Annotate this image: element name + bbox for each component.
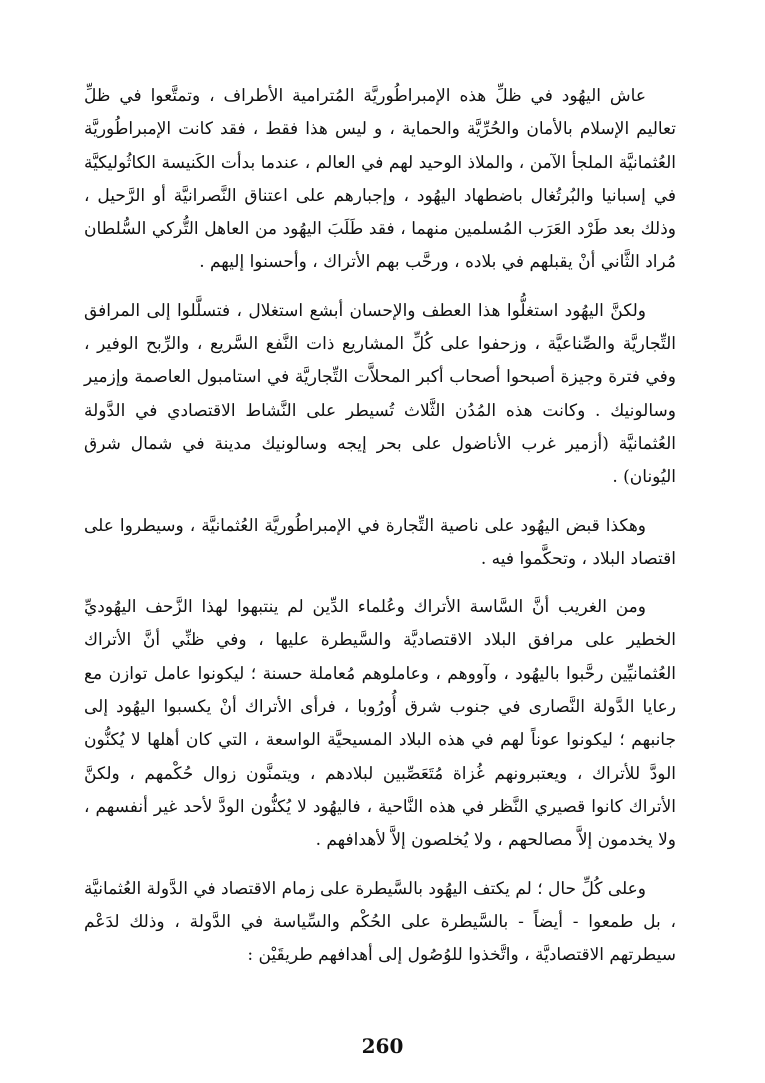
paragraph-3: وهكذا قبض اليهُود على ناصية التِّجارة في الإمبراطُوريَّة العُثمانيَّة ، وسيطروا على اقتصاد البلاد ، وتحكَّموا فيه .: [84, 515, 676, 569]
paragraph-2: ولكنَّ اليهُود استغلُّوا هذا العطف والإحسان أبشع استغلال ، فتسلَّلوا إلى المرافق التِّجاريَّة والصِّناعيَّة ، وزحفوا على كُلِّ المشاريع ذات النَّفع السَّريع ، والرِّبح الوفير ، وفي فترة وجيزة أصبحوا أصحاب أكبر المحلاَّت التِّجاريَّة في استامبول العاصمة وإزمير وسالونيك . وكانت هذه المُدُن الثَّلاث تُسيطر على النَّشاط الاقتصادي في الدَّولة العُثمانيَّة (أزمير غرب الأناضول على بحر إيجه وسالونيك مدينة في شمال شرق اليُونان) .: [84, 300, 676, 488]
paragraph-1: عاش اليهُود في ظلِّ هذه الإمبراطُوريَّة المُترامية الأطراف ، وتمتَّعوا في ظلِّ تعاليم الإسلام بالأمان والحُرِّيَّة والحماية ، و ليس هذا فقط ، فقد كانت الإمبراطُوريَّة العُثمانيَّة الملجأ الآمن ، والملاذ الوحيد لهم في العالم ، عندما بدأت الكَنيسة الكاثُوليكيَّة في إسبانيا والبُرتُغال باضطهاد اليهُود ، وإجبارهم على اعتناق النَّصرانيَّة أو الرَّحيل ، وذلك بعد طَرْد العَرَب المُسلمين منهما ، فقد طَلَبَ اليهُود من العاهل التُّركي السُّلطان مُراد الثَّاني أنْ يقبلهم في بلاده ، ورحَّب بهم الأتراك ، وأحسنوا إليهم .: [84, 86, 676, 273]
paragraph-gap: [84, 495, 676, 510]
paragraph-gap: [84, 576, 676, 591]
page-body: [84, 80, 676, 972]
page-number: 260: [361, 1034, 404, 1058]
paragraph-4: ومن الغريب أنَّ السَّاسة الأتراك وعُلماء الدِّين لم ينتبهوا لهذا الزَّحف اليهُوديِّ الخطير على مرافق البلاد الاقتصاديَّة والسَّيطرة عليها ، وفي ظنِّي أنَّ الأتراك العُثمانيِّين رحَّبوا باليهُود ، وآووهم ، وعاملوهم مُعاملة حسنة ؛ ليكونوا عامل توازن مع رعايا الدَّولة النَّصارى في جنوب شرق أُورُوبا ، فرأى الأتراك أنْ يكسبوا اليهُود إلى جانبهم ؛ ليكونوا عوناً لهم في هذه البلاد المسيحيَّة الواسعة ، التي كان أهلها لا يُكنُّون الودَّ للأتراك ، ويعتبرونهم غُزاة مُتَعَصِّبين لبلادهم ، ويتمنَّون زوال حُكْمهم ، ولكنَّ الأتراك كانوا قصيري النَّظر في هذه النَّاحية ، فاليهُود لا يُكنُّون الودَّ لأحد غير أنفسهم ، ولا يخدمون إلاَّ مصالحهم ، ولا يُخلصون إلاَّ لأهدافهم .: [84, 597, 676, 851]
paragraph-5: وعلى كُلِّ حال ؛ لم يكتف اليهُود بالسَّيطرة على زمام الاقتصاد في الدَّولة العُثمانيَّة ، بل طمعوا - أيضاً - بالسَّيطرة على الحُكْم والسِّياسة في الدَّولة ، وذلك لدَعْم سيطرتهم الاقتصاديَّة ، واتَّخذوا للوُصُول إلى أهدافهم طريقَيْن :: [84, 878, 676, 966]
paragraph-gap: [84, 858, 676, 873]
paragraph-gap: [84, 280, 676, 295]
